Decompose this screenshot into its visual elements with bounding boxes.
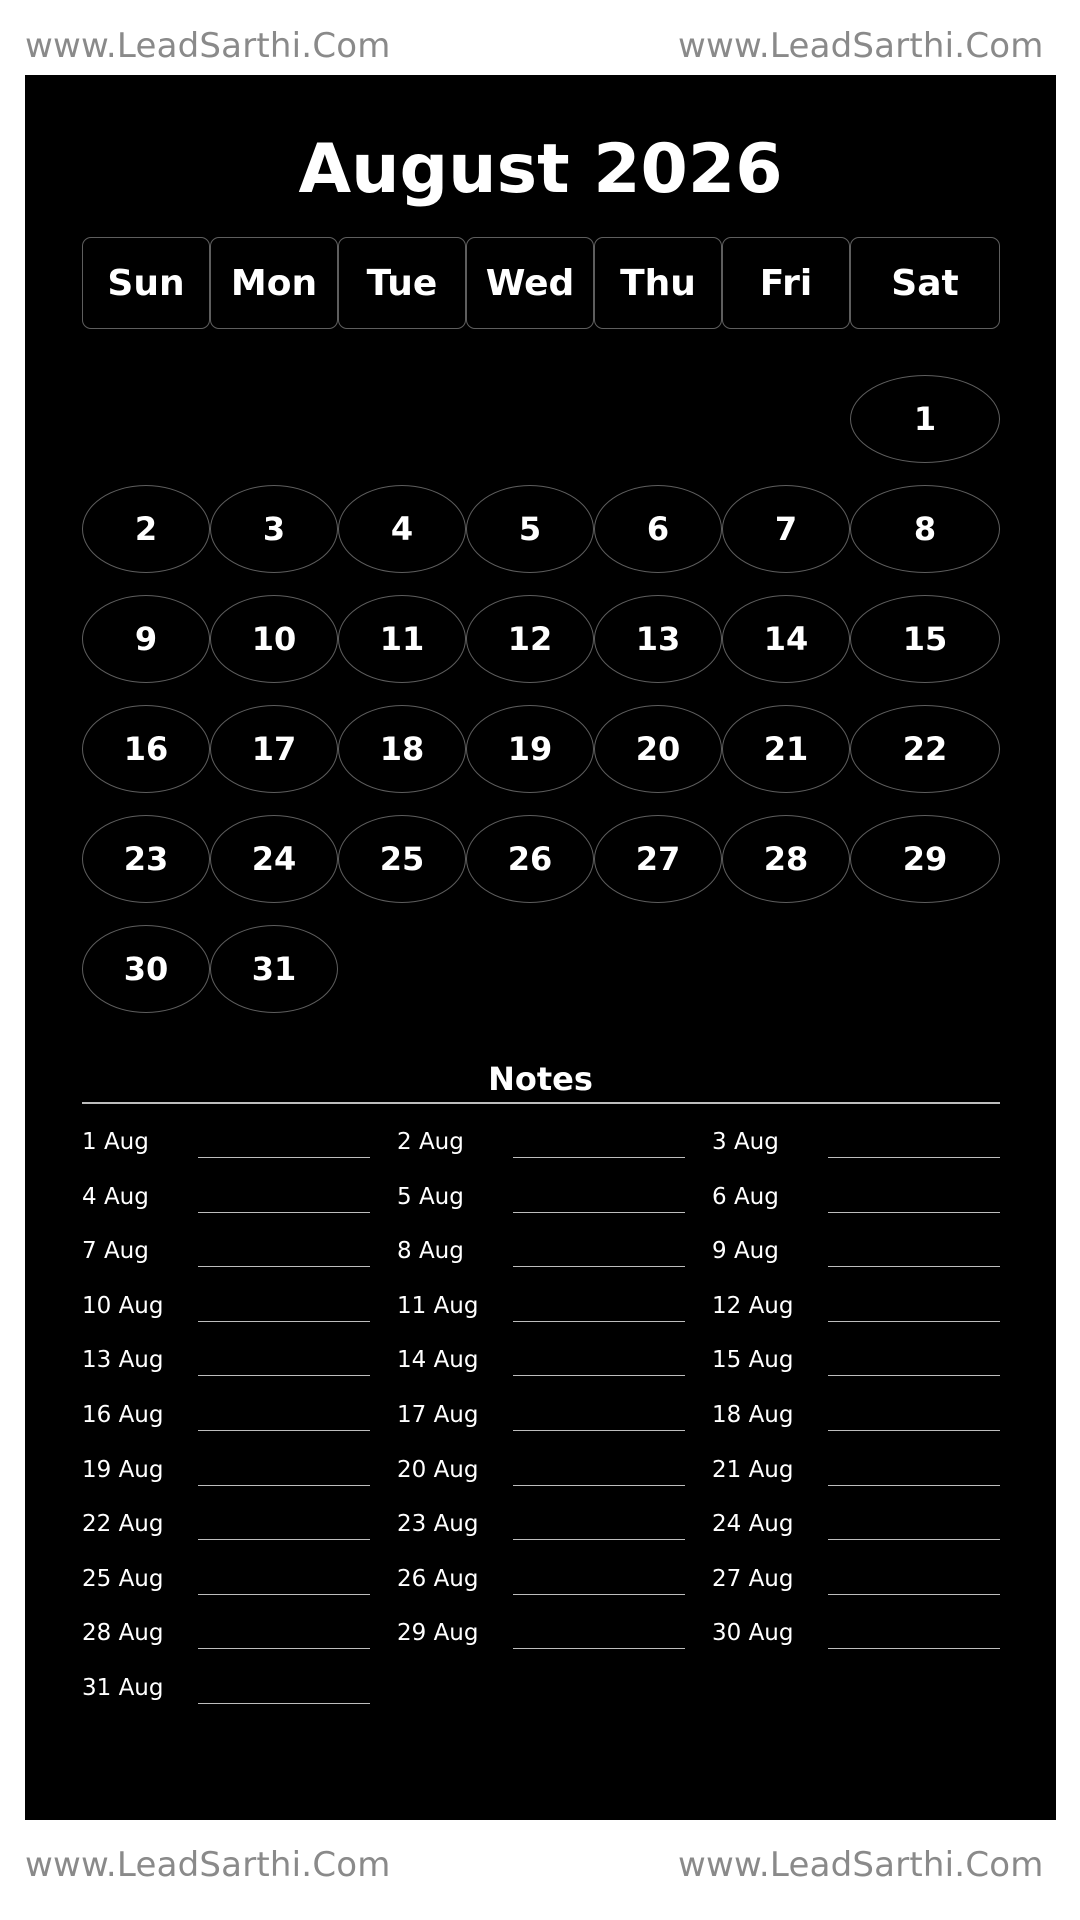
note-date-label: 15 Aug bbox=[712, 1347, 794, 1374]
weekday-wed: Wed bbox=[466, 237, 594, 329]
day-cell: 26 bbox=[466, 815, 594, 903]
note-write-line bbox=[828, 1485, 1000, 1486]
note-date-label: 18 Aug bbox=[712, 1402, 794, 1428]
note-write-line bbox=[828, 1321, 1000, 1322]
note-date-label: 12 Aug bbox=[712, 1292, 794, 1319]
note-write-line bbox=[513, 1375, 685, 1376]
note-date-label: 28 Aug bbox=[82, 1620, 164, 1647]
day-cell: 8 bbox=[850, 485, 1000, 573]
weekday-sat: Sat bbox=[850, 237, 1000, 329]
day-cell: 30 bbox=[82, 925, 210, 1013]
note-date-label: 10 Aug bbox=[82, 1292, 164, 1319]
day-cell: 5 bbox=[466, 485, 594, 573]
note-write-line bbox=[198, 1266, 370, 1267]
day-cell: 4 bbox=[338, 485, 466, 573]
note-write-line bbox=[198, 1594, 370, 1595]
note-write-line bbox=[198, 1321, 370, 1322]
day-cell: 25 bbox=[338, 815, 466, 903]
note-date-label: 17 Aug bbox=[397, 1402, 479, 1428]
watermark-top-left: www.LeadSarthi.Com bbox=[25, 26, 391, 66]
note-write-line bbox=[828, 1266, 1000, 1267]
note-write-line bbox=[513, 1485, 685, 1486]
note-write-line bbox=[513, 1157, 685, 1158]
day-cell: 2 bbox=[82, 485, 210, 573]
day-cell: 14 bbox=[722, 595, 850, 683]
note-date-label: 13 Aug bbox=[82, 1347, 164, 1374]
calendar-sheet bbox=[25, 75, 1056, 1820]
note-date-label: 29 Aug bbox=[397, 1620, 479, 1647]
weekday-header-row bbox=[82, 237, 1000, 329]
day-cell: 13 bbox=[594, 595, 722, 683]
note-date-label: 5 Aug bbox=[397, 1183, 464, 1210]
weekday-mon: Mon bbox=[210, 237, 338, 329]
watermark-top-right: www.LeadSarthi.Com bbox=[678, 26, 1044, 66]
notes-title: Notes bbox=[488, 1060, 593, 1098]
day-cell: 15 bbox=[850, 595, 1000, 683]
note-write-line bbox=[513, 1430, 685, 1431]
note-write-line bbox=[198, 1212, 370, 1213]
weekday-tue: Tue bbox=[338, 237, 466, 329]
day-cell: 16 bbox=[82, 705, 210, 793]
day-cell: 3 bbox=[210, 485, 338, 573]
note-date-label: 20 Aug bbox=[397, 1456, 479, 1483]
day-cell: 24 bbox=[210, 815, 338, 903]
note-write-line bbox=[513, 1212, 685, 1213]
day-cell: 22 bbox=[850, 705, 1000, 793]
note-date-label: 23 Aug bbox=[397, 1511, 479, 1538]
note-write-line bbox=[828, 1430, 1000, 1431]
note-date-label: 8 Aug bbox=[397, 1238, 464, 1265]
note-write-line bbox=[513, 1648, 685, 1649]
note-write-line bbox=[198, 1703, 370, 1704]
note-date-label: 27 Aug bbox=[712, 1565, 794, 1592]
note-write-line bbox=[828, 1375, 1000, 1376]
note-date-label: 22 Aug bbox=[82, 1511, 164, 1538]
note-write-line bbox=[828, 1539, 1000, 1540]
note-write-line bbox=[513, 1321, 685, 1322]
note-date-label: 30 Aug bbox=[712, 1620, 794, 1647]
note-write-line bbox=[198, 1648, 370, 1649]
day-cell: 11 bbox=[338, 595, 466, 683]
note-date-label: 11 Aug bbox=[397, 1292, 479, 1319]
note-date-label: 2 Aug bbox=[397, 1129, 464, 1155]
day-cell: 23 bbox=[82, 815, 210, 903]
note-date-label: 3 Aug bbox=[712, 1129, 779, 1155]
note-date-label: 19 Aug bbox=[82, 1456, 164, 1483]
note-date-label: 1 Aug bbox=[82, 1129, 149, 1155]
day-cell: 19 bbox=[466, 705, 594, 793]
note-date-label: 25 Aug bbox=[82, 1565, 164, 1592]
weekday-fri: Fri bbox=[722, 237, 850, 329]
day-cell: 17 bbox=[210, 705, 338, 793]
note-write-line bbox=[828, 1594, 1000, 1595]
notes-divider bbox=[82, 1102, 1000, 1104]
note-date-label: 4 Aug bbox=[82, 1183, 149, 1210]
day-cell: 21 bbox=[722, 705, 850, 793]
note-write-line bbox=[828, 1157, 1000, 1158]
day-grid bbox=[82, 375, 1000, 1025]
note-write-line bbox=[198, 1375, 370, 1376]
day-cell: 10 bbox=[210, 595, 338, 683]
weekday-thu: Thu bbox=[594, 237, 722, 329]
day-cell: 9 bbox=[82, 595, 210, 683]
note-write-line bbox=[828, 1212, 1000, 1213]
day-cell: 31 bbox=[210, 925, 338, 1013]
note-date-label: 7 Aug bbox=[82, 1238, 149, 1265]
note-date-label: 9 Aug bbox=[712, 1238, 779, 1265]
day-cell: 12 bbox=[466, 595, 594, 683]
note-date-label: 6 Aug bbox=[712, 1183, 779, 1210]
note-write-line bbox=[513, 1539, 685, 1540]
month-title: August 2026 bbox=[298, 130, 783, 209]
day-cell: 27 bbox=[594, 815, 722, 903]
note-write-line bbox=[198, 1430, 370, 1431]
note-date-label: 14 Aug bbox=[397, 1347, 479, 1374]
watermark-bottom-right: www.LeadSarthi.Com bbox=[678, 1845, 1044, 1885]
note-write-line bbox=[198, 1539, 370, 1540]
note-write-line bbox=[828, 1648, 1000, 1649]
note-date-label: 31 Aug bbox=[82, 1675, 164, 1701]
note-write-line bbox=[198, 1157, 370, 1158]
day-cell: 1 bbox=[850, 375, 1000, 463]
watermark-bottom-left: www.LeadSarthi.Com bbox=[25, 1845, 391, 1885]
day-cell: 28 bbox=[722, 815, 850, 903]
note-date-label: 24 Aug bbox=[712, 1511, 794, 1538]
note-write-line bbox=[513, 1594, 685, 1595]
note-date-label: 21 Aug bbox=[712, 1456, 794, 1483]
day-cell: 6 bbox=[594, 485, 722, 573]
note-write-line bbox=[513, 1266, 685, 1267]
day-cell: 18 bbox=[338, 705, 466, 793]
day-cell: 29 bbox=[850, 815, 1000, 903]
day-cell: 20 bbox=[594, 705, 722, 793]
note-date-label: 16 Aug bbox=[82, 1402, 164, 1428]
day-cell: 7 bbox=[722, 485, 850, 573]
note-write-line bbox=[198, 1485, 370, 1486]
note-date-label: 26 Aug bbox=[397, 1565, 479, 1592]
weekday-sun: Sun bbox=[82, 237, 210, 329]
